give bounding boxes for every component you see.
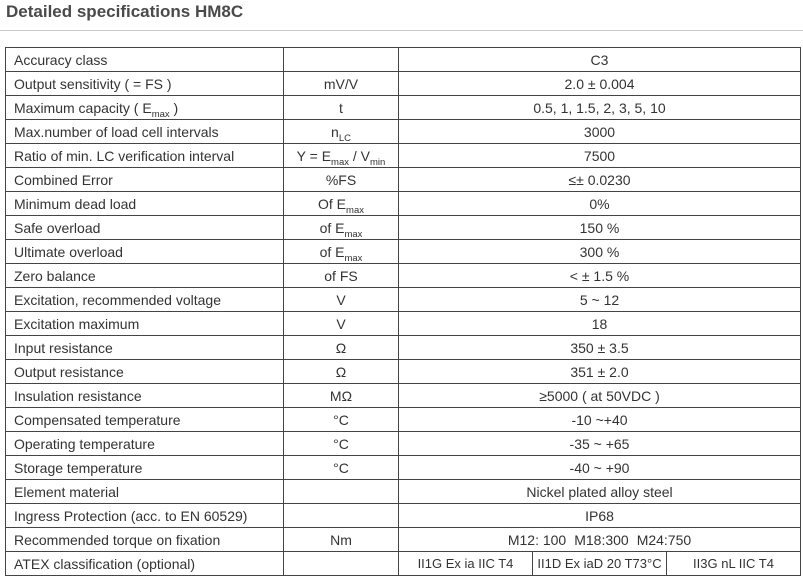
parameter-cell: Output sensitivity ( = FS ) (6, 72, 284, 96)
atex-value: II1G Ex ia IIC T4 (417, 556, 514, 571)
parameter-cell: Ratio of min. LC verification interval (6, 144, 284, 168)
value-cell: ≤± 0.0230 (399, 168, 801, 192)
table-row (6, 120, 801, 144)
unit-pre: of E (319, 219, 345, 236)
unit-cell: °C (284, 408, 399, 432)
table-row (6, 552, 801, 576)
atex-value: II3G nL IIC T4 (666, 552, 800, 575)
unit-cell: Nm (284, 528, 399, 552)
table-row (6, 72, 801, 96)
unit-cell: mV/V (284, 72, 399, 96)
unit-sub: max (346, 204, 364, 216)
table-row (6, 480, 801, 504)
table-row (6, 456, 801, 480)
atex-values-cell (399, 552, 801, 576)
value-cell: 7500 (399, 144, 801, 168)
value-cell: < ± 1.5 % (399, 264, 801, 288)
parameter-sub: max (151, 108, 170, 120)
value-cell: 5 ~ 12 (399, 288, 801, 312)
parameter-cell: Excitation, recommended voltage (6, 288, 284, 312)
value-cell: 2.0 ± 0.004 (399, 72, 801, 96)
value-cell: 300 % (399, 240, 801, 264)
unit-sub: max (344, 252, 363, 264)
parameter-cell: Input resistance (6, 336, 284, 360)
unit-cell (284, 216, 399, 240)
value-cell: 3000 (399, 120, 801, 144)
torque-value: M24:750 (636, 531, 692, 548)
table-row (6, 360, 801, 384)
parameter-cell: Recommended torque on fixation (6, 528, 284, 552)
unit-cell (284, 504, 399, 528)
unit-cell (284, 48, 399, 72)
unit-cell: MΩ (284, 384, 399, 408)
parameter-cell: Ingress Protection (acc. to EN 60529) (6, 504, 284, 528)
value-cell: 18 (399, 312, 801, 336)
spec-table-body (6, 48, 801, 576)
parameter-cell: Safe overload (6, 216, 284, 240)
table-row (6, 504, 801, 528)
table-row (6, 312, 801, 336)
table-row (6, 384, 801, 408)
unit-cell (284, 192, 399, 216)
value-cell: 150 % (399, 216, 801, 240)
value-cell: -35 ~ +65 (399, 432, 801, 456)
page-title: Detailed specifications HM8C (6, 2, 244, 21)
parameter-cell: Accuracy class (6, 48, 284, 72)
unit-cell (284, 480, 399, 504)
unit-cell: V (284, 312, 399, 336)
unit-mid: / V (349, 147, 371, 164)
parameter-cell: Minimum dead load (6, 192, 284, 216)
table-row (6, 288, 801, 312)
value-cell: Nickel plated alloy steel (399, 480, 801, 504)
value-cell: 351 ± 2.0 (399, 360, 801, 384)
unit-pre: of E (319, 243, 345, 260)
parameter-cell: Element material (6, 480, 284, 504)
parameter-cell: Zero balance (6, 264, 284, 288)
parameter-cell: Output resistance (6, 360, 284, 384)
unit-cell (284, 120, 399, 144)
unit-cell (284, 552, 399, 576)
value-cell: -10 ~+40 (399, 408, 801, 432)
torque-value: M18:300 (574, 531, 629, 548)
title-divider (0, 30, 803, 31)
value-cell: C3 (399, 48, 801, 72)
unit-cell: °C (284, 432, 399, 456)
value-cell: 0.5, 1, 1.5, 2, 3, 5, 10 (399, 96, 801, 120)
unit-pre: n (331, 123, 339, 140)
unit-cell: Ω (284, 360, 399, 384)
parameter-cell: Max.number of load cell intervals (6, 120, 284, 144)
parameter-cell: Combined Error (6, 168, 284, 192)
table-row (6, 96, 801, 120)
table-row (6, 144, 801, 168)
parameter-cell: Excitation maximum (6, 312, 284, 336)
table-row (6, 408, 801, 432)
parameter-cell: Insulation resistance (6, 384, 284, 408)
unit-sub: LC (338, 132, 351, 144)
unit-cell: V (284, 288, 399, 312)
unit-cell: Ω (284, 336, 399, 360)
unit-cell: t (284, 96, 399, 120)
parameter-cell: Ultimate overload (6, 240, 284, 264)
table-row (6, 432, 801, 456)
unit-cell (284, 144, 399, 168)
value-cell: 350 ± 3.5 (399, 336, 801, 360)
atex-value: II1D Ex iaD 20 T73°C (532, 552, 666, 575)
unit-cell (284, 240, 399, 264)
unit-sub2: min (370, 156, 386, 168)
value-cell: -40 ~ +90 (399, 456, 801, 480)
table-row (6, 48, 801, 72)
unit-cell: of FS (284, 264, 399, 288)
parameter-cell: ATEX classification (optional) (6, 552, 284, 576)
value-cell: 0% (399, 192, 801, 216)
parameter-cell: Operating temperature (6, 432, 284, 456)
table-row (6, 240, 801, 264)
table-row (6, 264, 801, 288)
parameter-cell: Storage temperature (6, 456, 284, 480)
unit-pre: Of E (318, 195, 347, 212)
table-row (6, 192, 801, 216)
torque-values-cell (399, 528, 801, 552)
parameter-cell (6, 96, 284, 120)
unit-pre: Y = E (296, 147, 332, 164)
value-cell: ≥5000 ( at 50VDC ) (399, 384, 801, 408)
atex-values (399, 552, 800, 575)
unit-sub: max (331, 156, 349, 168)
table-row (6, 528, 801, 552)
parameter-cell: Compensated temperature (6, 408, 284, 432)
table-row (6, 336, 801, 360)
parameter-pre: Maximum capacity ( E (14, 99, 152, 116)
table-row (6, 216, 801, 240)
parameter-post: ) (169, 99, 179, 116)
unit-cell: °C (284, 456, 399, 480)
unit-sub: max (344, 228, 363, 240)
table-row (6, 168, 801, 192)
spec-table (5, 47, 801, 576)
value-cell: IP68 (399, 504, 801, 528)
unit-cell: %FS (284, 168, 399, 192)
torque-value: M12: 100 (507, 531, 567, 548)
